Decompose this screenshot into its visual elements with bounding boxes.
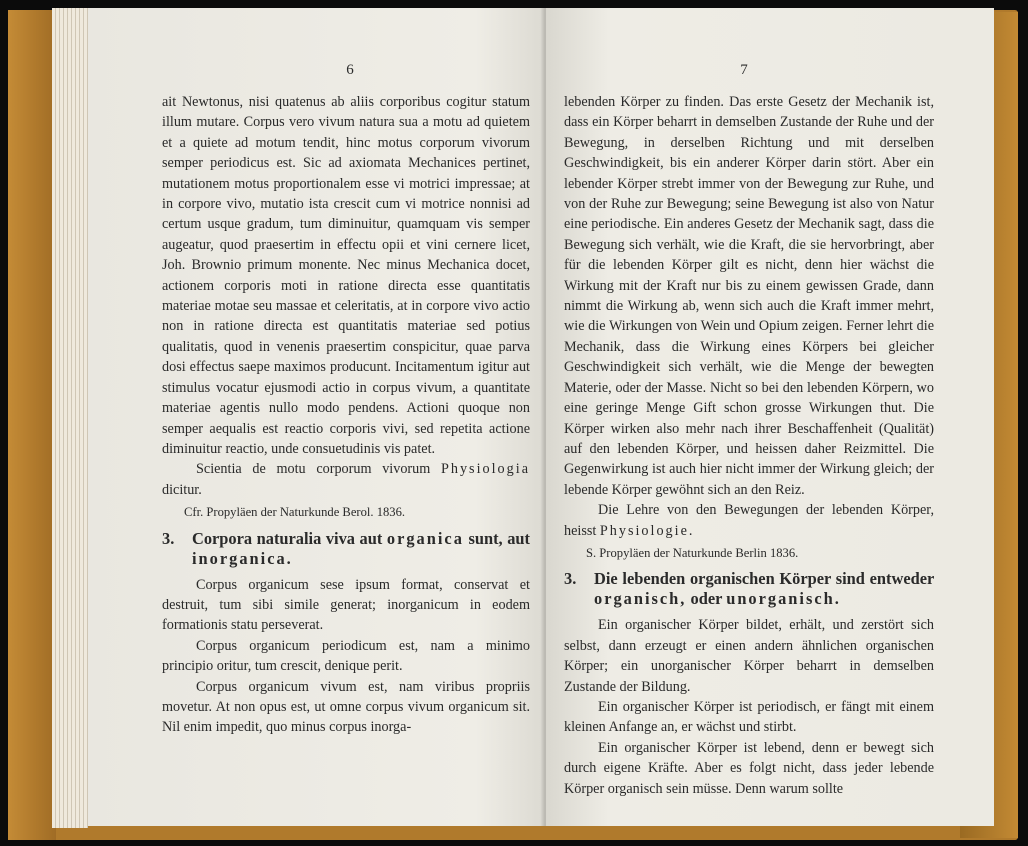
page-number: 7 <box>740 62 748 78</box>
spaced-term: inorganica. <box>192 548 293 568</box>
book-cover-left-edge <box>8 10 56 840</box>
right-page-text <box>564 92 934 799</box>
spaced-term: Physiologie. <box>599 522 695 539</box>
text-run: Scientia de motu corporum vivorum <box>196 461 431 478</box>
text-run: dicitur. <box>162 481 202 498</box>
text-run: sunt, <box>468 528 503 548</box>
paragraph: Ein organischer Körper bildet, erhält, und zerstört sich selbst, dann erzeugt er einen andern ähnlichen organischen Körper; ein unorganischer Körper beharrt in demselben Zustande der Bildung. <box>564 617 934 695</box>
paragraph: Ein organischer Körper ist periodisch, er fängt mit einem kleinen Anfange an, er wächst und stirbt. <box>564 698 934 736</box>
paragraph <box>564 500 934 541</box>
text-run: oder <box>690 589 723 609</box>
text-run: Die lebenden organischen Körper sind entweder <box>594 569 934 589</box>
paragraph: lebenden Körper zu finden. Das erste Gesetz der Mechanik ist, dass ein Körper beharrt in demselben Zustande der Ruhe und der Bewegung, in derselben Richtung und mit derselben Geschwindigkeit, bis ein anderer Körper darin stört. Aber ein lebender Körper strebt immer von der Bewegung zur Ruhe, und von der Ruhe zur Bewegung; seine Bewegung ist also von Natur eine periodische. Ein anderes Gesetz der Mechanik sagt, dass die Bewegung sich verhält, wie die Kraft, die sie hervorbringt, aber für die lebenden Körper gilt es nicht, denn hier wächst die Wirkung mit der Kraft nur bis zu einem gewissen Grade, dann nimmt die Wirkung ab, wenn sich auch die Kraft immer mehrt, wie die Wirkungen von Wein und Opium zeigen. Ferner lehrt die Mechanik, dass die Wirkung eines Körpers bei gleicher Geschwindigkeit sich verhält, wie die Menge der bewegten Materie, oder der Masse. Nicht so bei den lebenden Körpern, wo eine geringe Menge Gift schon grosse Wirkungen thut. Die Körper wirken also mehr nach ihrer Beschaffenheit (Qualität) auf den lebenden Körper, und heissen daher Reizmittel. Die Gegenwirkung ist auch hier nicht immer der Wirkung gleich; der lebende Körper gewöhnt sich an den Reiz. <box>564 94 934 498</box>
paragraph <box>162 459 530 500</box>
right-page <box>546 8 994 826</box>
section-title <box>594 569 934 609</box>
paragraph: Corpus organicum vivum est, nam viribus propriis movetur. At non opus est, ut omne corpus vivum organicum sit. Nil enim impedit, quo minus corpus inorga- <box>162 678 530 736</box>
section-number: 3. <box>564 569 577 589</box>
spaced-term: unorganisch. <box>726 589 841 609</box>
citation: Cfr. Propyläen der Naturkunde Berol. 1836. <box>184 505 406 520</box>
paragraph: ait Newtonus, nisi quatenus ab aliis corporibus cogitur statum illum mutare. Corpus vero vivum natura sua a motu ad quietem et a quiete ad motum tendit, hinc motus corporum vivorum semper periodicus est. Sic ad axiomata Mechanices pertinet, mutationem motus proportionalem esse vi motrici impressae; at in corpore vivo, mutatio ista crescit cum vi motrice nonnisi ad certum usque gradum, tum diminuitur, quamquam vis semper augeatur, quod praesertim in effectu opii et vini cernere licet, Joh. Brownio primum monente. Nec minus Mechanica docet, actionem corporis moti in ratione directa esse quantitatis materiae motae seu massae et celeritatis, at in corpore vivo actio non in ratione directa est quantitatis materiae sed potius qualitatis, quod in venenis praesertim conspicitur, quae parva dosi effectus saepe maximos producunt. Incitamentum igitur aut stimulus vocatur ejusmodi actio in corpus vivum, a quantitate materiae agentis nullo modo pendens. Actioni quoque non semper aequalis est reactio corporis vivi, sed repetita actione diminuitur reactio, unde consuetudinis vis patet. <box>162 94 530 457</box>
left-page <box>88 8 544 826</box>
left-page-text <box>162 92 530 738</box>
spaced-term: organica <box>386 528 464 548</box>
paragraph: Corpus organicum periodicum est, nam a minimo principio oritur, tum crescit, denique perit. <box>162 637 530 675</box>
paragraph: Corpus organicum sese ipsum format, conservat et destruit, tum sibi simile generat; inorganicum in eodem formationis statu perseverat. <box>162 576 530 634</box>
page-number: 6 <box>346 62 354 78</box>
text-run: Corpora naturalia viva aut <box>192 528 383 548</box>
paragraph: Ein organischer Körper ist lebend, denn er bewegt sich durch eigene Kräfte. Aber es folgt nicht, dass jeder lebende Körper organisch sein müsse. Denn warum sollte <box>564 739 934 797</box>
section-title <box>192 529 530 569</box>
citation: S. Propyläen der Naturkunde Berlin 1836. <box>586 545 799 560</box>
page-edges <box>52 8 88 828</box>
section-heading <box>564 569 934 609</box>
section-heading <box>162 529 530 569</box>
spaced-term: Physiologia <box>440 461 530 478</box>
spaced-term: organisch, <box>594 589 687 609</box>
text-run: aut <box>507 528 530 548</box>
text-run: Die Lehre von den Bewegungen der lebenden Körper, heisst <box>564 502 934 539</box>
section-number: 3. <box>162 528 175 548</box>
